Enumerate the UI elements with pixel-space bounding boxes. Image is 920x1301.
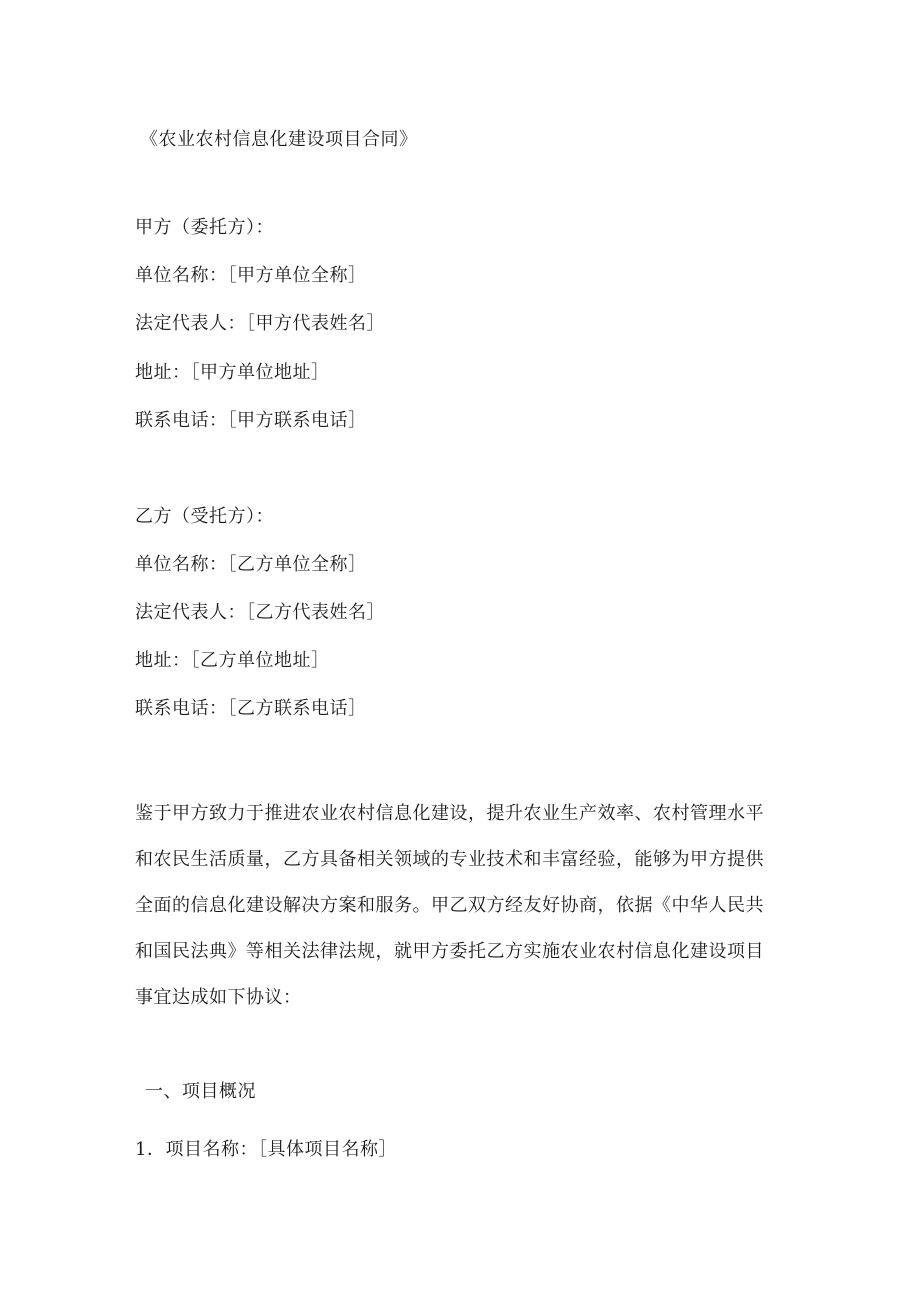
- preamble-line: 事宜达成如下协议：: [135, 987, 302, 1008]
- party-b-heading: 乙方（受托方）：: [135, 506, 274, 527]
- party-b-address: 地址：［乙方单位地址］: [135, 650, 330, 671]
- party-b-legal-rep: 法定代表人：［乙方代表姓名］: [135, 602, 385, 623]
- party-a-legal-rep: 法定代表人：［甲方代表姓名］: [135, 313, 385, 334]
- preamble-line: 和农民生活质量，乙方具备相关领域的专业技术和丰富经验，能够为甲方提供: [135, 849, 764, 870]
- document-title: 《农业农村信息化建设项目合同》: [140, 129, 418, 150]
- section-1-item-1: 1．项目名称：［具体项目名称］: [135, 1139, 397, 1160]
- preamble-line: 全面的信息化建设解决方案和服务。甲乙双方经友好协商，依据《中华人民共: [135, 895, 764, 916]
- preamble-paragraph: [135, 791, 775, 1021]
- preamble-line: 鉴于甲方致力于推进农业农村信息化建设，提升农业生产效率、农村管理水平: [135, 803, 764, 824]
- party-b-unit-name: 单位名称：［乙方单位全称］: [135, 554, 367, 575]
- section-1-heading: 一、项目概况: [145, 1081, 256, 1102]
- party-a-phone: 联系电话：［甲方联系电话］: [135, 410, 367, 431]
- preamble-line: 和国民法典》等相关法律法规，就甲方委托乙方实施农业农村信息化建设项目: [135, 941, 764, 962]
- party-a-unit-name: 单位名称：［甲方单位全称］: [135, 265, 367, 286]
- party-a-heading: 甲方（委托方）：: [135, 217, 274, 238]
- party-b-phone: 联系电话：［乙方联系电话］: [135, 698, 367, 719]
- party-a-address: 地址：［甲方单位地址］: [135, 362, 330, 383]
